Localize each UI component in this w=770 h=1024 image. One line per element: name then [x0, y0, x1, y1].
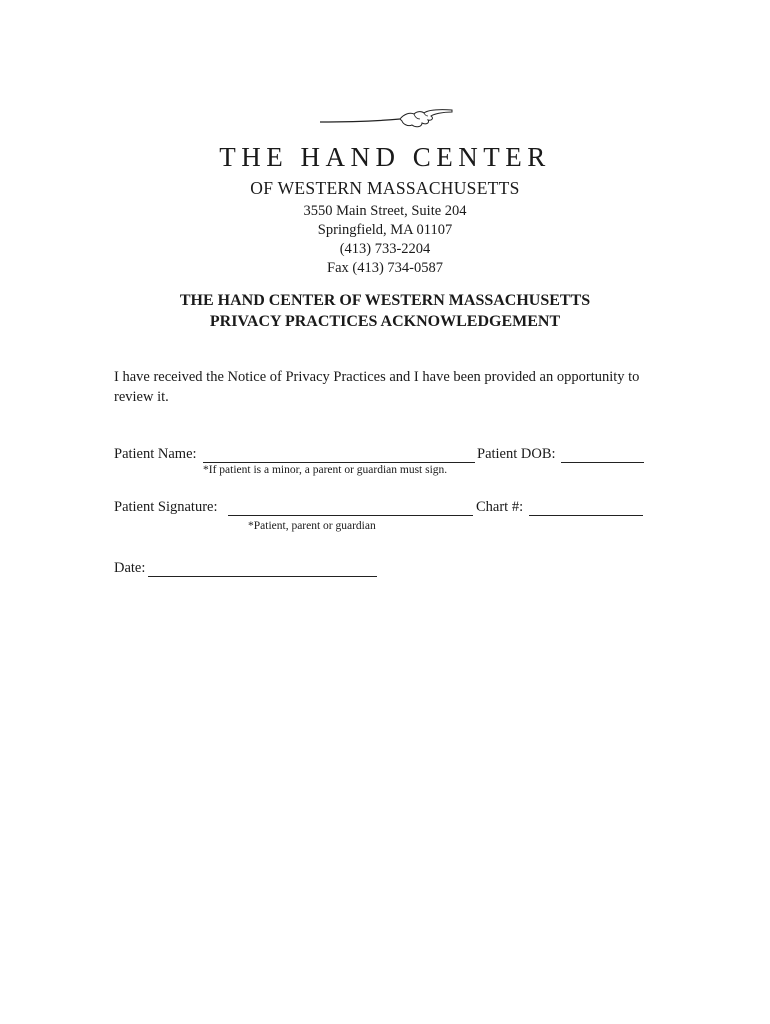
document-title-line1: THE HAND CENTER OF WESTERN MASSACHUSETTS [179, 292, 591, 309]
patient-signature-label: Patient Signature: [114, 499, 218, 515]
patient-name-label: Patient Name: [114, 446, 197, 462]
patient-signature-field[interactable] [228, 500, 473, 516]
address-city: Springfield, MA 01107 [317, 222, 453, 238]
phone-number: (413) 733-2204 [339, 241, 431, 257]
acknowledgement-statement: I have received the Notice of Privacy Practices and I have been provided an opportunity to review it. [114, 369, 640, 405]
fax-number: Fax (413) 734-0587 [327, 260, 443, 276]
minor-note: *If patient is a minor, a parent or guardian must sign. [203, 464, 448, 476]
date-label: Date: [114, 560, 146, 576]
signature-note: *Patient, parent or guardian [248, 520, 376, 532]
org-subtitle: OF WESTERN MASSACHUSETTS [250, 178, 520, 198]
document-title-line2: PRIVACY PRACTICES ACKNOWLEDGEMENT [209, 313, 561, 330]
patient-dob-label: Patient DOB: [477, 446, 556, 462]
chart-number-field[interactable] [529, 500, 643, 516]
date-field[interactable] [148, 561, 377, 577]
address-street: 3550 Main Street, Suite 204 [303, 203, 467, 219]
patient-name-field[interactable] [203, 447, 475, 463]
org-name: THE HAND CENTER [219, 142, 551, 172]
chart-number-label: Chart #: [476, 499, 524, 515]
patient-dob-field[interactable] [561, 447, 644, 463]
pointing-hand-logo-icon [318, 102, 458, 132]
